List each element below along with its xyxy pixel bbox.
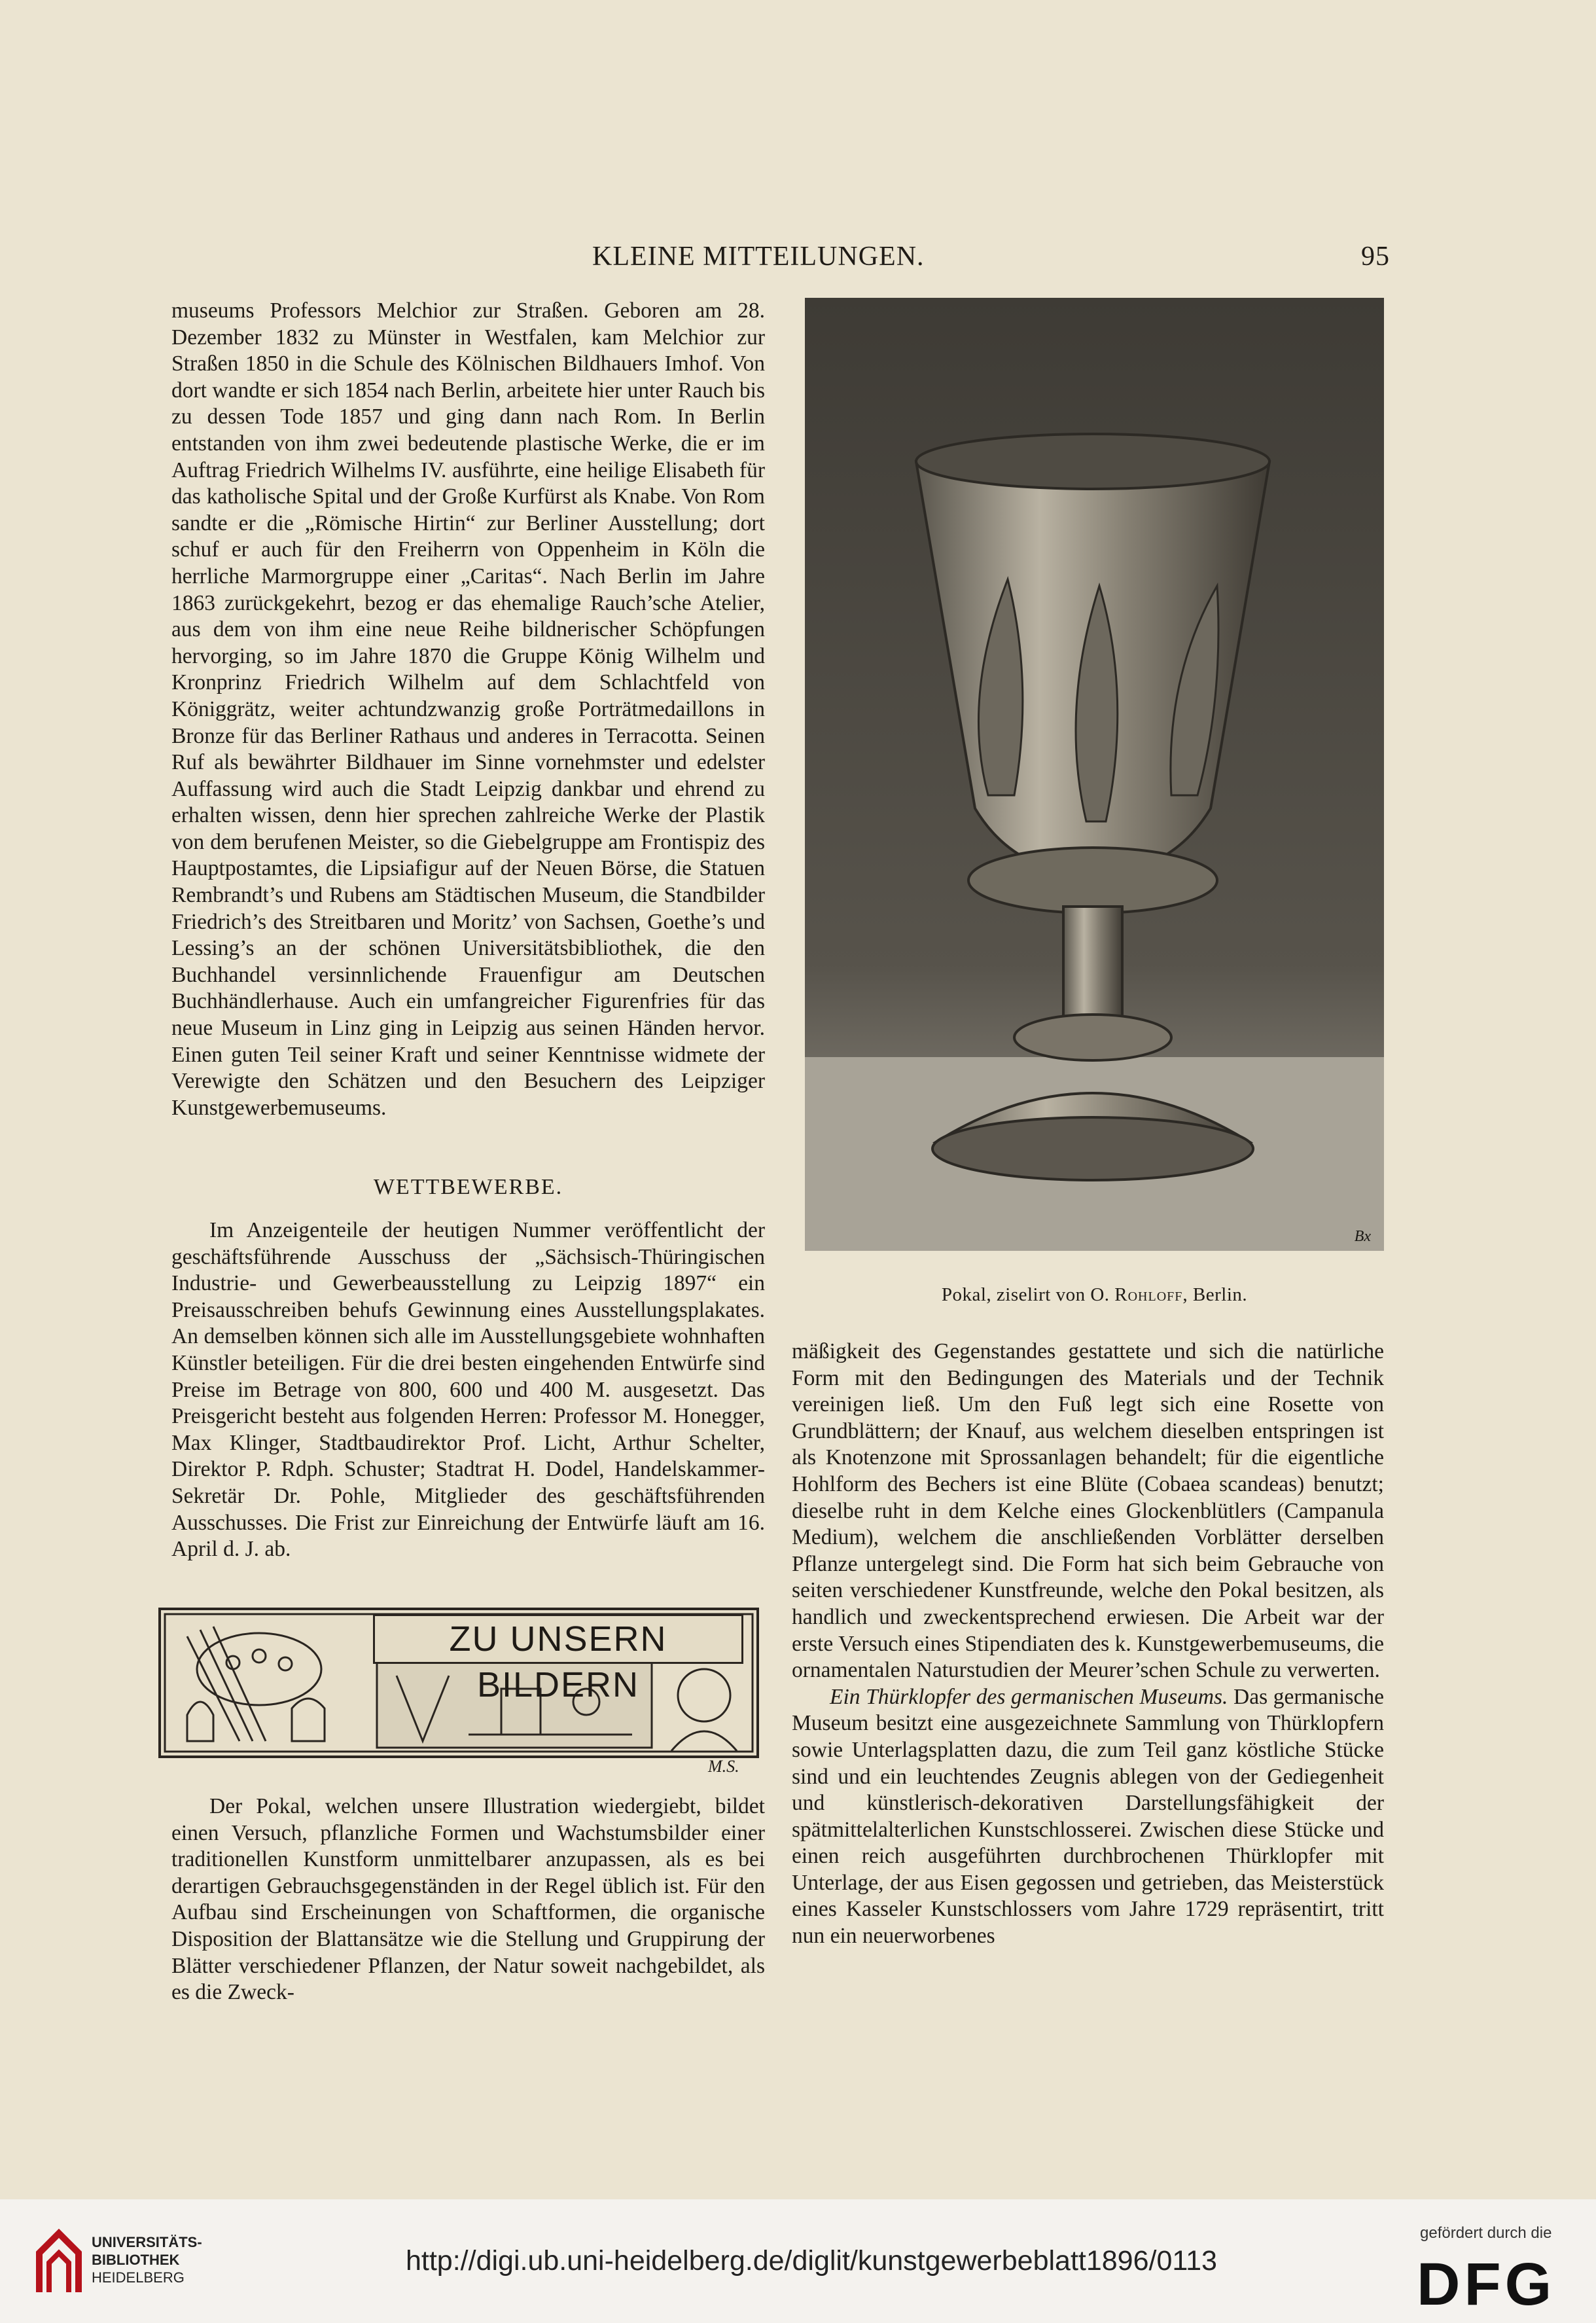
university-library-logo-icon — [33, 2227, 85, 2299]
library-name — [92, 2233, 202, 2286]
right-column-text — [792, 1339, 1384, 1950]
funded-by-label: gefördert durch die — [1420, 2224, 1552, 2242]
palette-and-brushes — [187, 1627, 325, 1741]
competition-text — [171, 1217, 765, 1563]
portrait-figure — [671, 1669, 737, 1751]
caption-suffix: , Berlin. — [1182, 1284, 1248, 1305]
photo-signature: Bx — [1354, 1228, 1371, 1245]
running-head — [0, 241, 1596, 280]
left-column-top-text — [171, 298, 765, 1121]
goblet-paragraph: Der Pokal, welchen unsere Illustration wiedergiebt, bildet einen Versuch, pflanzliche Formen und Wachstumsbilder einer traditionellen Kunstform unmittelbarer anzupassen, als es bei derartigen Gebrauchsgegenständen in der Regel üblich ist. Für den Aufbau sind Erscheinungen von Schaftformen, die organische Disposition der Blattansätze wie die Stellung und Gruppirung der Blätter verschiedener Pflanzen, der Natur soweit nachgebildet, als es die Zweck- — [171, 1794, 765, 2005]
goblet-photograph — [805, 298, 1384, 1251]
goblet-continuation-paragraph: mäßigkeit des Gegenstandes gestattete und sich die natürliche Form mit den Bedingungen des Materials und der Technik vereinigen ließ. Um den Fuß legt sich eine Rosette von Grundblättern; der Knauf, aus welchem dieselben entspringen ist als Knotenzone mit Sprossanlagen behandelt; für die eigentliche Hohlform des Bechers ist eine Blüte (Cobaea scandeas) benutzt; dieselbe ruht in dem Kelche eines Glockenblütlers (Campanula Medium), welchem die anschließenden Vorblätter derselben Pflanze untergelegt sind. Die Form hat sich beim Gebrauche von seiten verschiedener Kunstfreunde, welche den Pokal besitzen, als handlich und zweckentsprechend erwiesen. Die Arbeit war der erste Versuch eines Stipendiaten des k. Kunstgewerbemuseums, die ornamentalen Naturstudien der Meurer’schen Schule zu verwerten. — [792, 1339, 1384, 1683]
page-number: 95 — [1361, 242, 1390, 272]
running-head-title: KLEINE MITTEILUNGEN. — [592, 242, 925, 272]
figure-caption — [805, 1284, 1384, 1306]
obituary-paragraph: museums Professors Melchior zur Straßen. Geboren am 28. Dezember 1832 zu Münster in Westfalen, kam Melchior zur Straßen 1850 in die Schule des Kölnischen Bildhauers Imhof. Von dort wandte er sich 1854 nach Berlin, arbeitete hier unter Rauch bis zu dessen Tode 1857 und ging dann nach Rom. In Berlin entstanden von ihm zwei bedeutende plastische Werke, die er im Auftrag Friedrich Wilhelms IV. ausführte, eine heilige Elisabeth für das katholische Spital und der Große Kurfürst als Knabe. Von Rom sandte er die „Römische Hirtin“ zur Berliner Ausstellung; dort schuf er auch für den Freiherrn von Oppenheim in Köln die herrliche Marmorgruppe einer „Caritas“. Nach Berlin im Jahre 1863 zurückgekehrt, bezog er das ehemalige Rauch’sche Atelier, aus dem von ihm eine neue Reihe bildnerischer Schöpfungen hervorging, so im Jahre 1870 die Gruppe König Wilhelm und Kronprinz Friedrich Wilhelm auf dem Schlachtfeld von Königgrätz, weiter achtundzwanzig große Porträtmedaillons in Bronze für das Berliner Rathaus und anderes in Terracotta. Seinen Ruf als bewährter Bildhauer im Sinne vornehmster und edelster Auffassung wird auch die Stadt Leipzig dankbar und ehrend zu erhalten wissen, denn hier sprechen zahlreiche Werke der Plastik von dem berufenen Meister, so die Giebelgruppe am Frontispiz des Hauptpostamtes, die Lipsiafigur auf der Neuen Börse, die Statuen Rembrandt’s und Rubens am Städtischen Museum, die Standbilder Friedrich’s des Streitbaren und Moritz’ von Sachsen, Goethe’s und Lessing’s an der schönen Universitätsbibliothek, die den Buchhandel versinnlichende Frauenfigur am Deutschen Buchhändlerhause. Auch ein umfangreicher Figurenfries für das neue Museum in Linz ging in Leipzig aus seinen Händen hervor. Einen guten Teil seiner Kraft und seiner Kenntnisse widmete der Verewigte den Schätzen und den Besuchern des Leipziger Kunstgewerbemuseums. — [171, 298, 765, 1120]
competition-paragraph: Im Anzeigenteile der heutigen Nummer veröffentlicht der geschäftsführende Ausschuss der „Sächsisch-Thüringischen Industrie- und Gewerbeausstellung zu Leipzig 1897“ ein Preisausschreiben behufs Gewinnung eines Ausstellungsplakates. An demselben können sich alle im Ausstellungsgebiete wohnhaften Künstler beteiligen. Für die drei besten eingehenden Entwürfe sind Preise im Betrage von 800, 600 und 400 M. ausgesetzt. Das Preisgericht besteht aus folgenden Herren: Professor M. Honegger, Max Klinger, Stadtbaudirektor Prof. Licht, Arthur Schelter, Direktor P. Rdph. Schuster; Stadtrat H. Dodel, Handelskammer-Sekretär Dr. Pohle, Mitglieder des geschäftsführenden Ausschusses. Die Frist zur Einreichung der Entwürfe läuft am 16. April d. J. ab. — [171, 1218, 765, 1562]
library-name-line-2: BIBLIOTHEK — [92, 2252, 180, 2268]
vignette-monogram: M.S. — [708, 1757, 739, 1776]
competition-heading: WETTBEWERBE. — [373, 1175, 563, 1199]
digitization-footer — [0, 2199, 1596, 2323]
left-column-bottom-text — [171, 1793, 765, 2006]
dfg-logo: DFG — [1417, 2251, 1556, 2318]
caption-name: Rohloff — [1114, 1284, 1183, 1305]
library-name-line-1: UNIVERSITÄTS- — [92, 2234, 202, 2250]
door-knocker-title: Ein Thürklopfer des germanischen Museums. — [830, 1684, 1228, 1709]
vignette-sign: ZU UNSERN BILDERN — [373, 1614, 743, 1664]
goblet-image — [805, 298, 1384, 1251]
digital-copy-link[interactable]: http://digi.ub.uni-heidelberg.de/diglit/kunstgewerbeblatt1896/0113 — [406, 2245, 1217, 2277]
door-knocker-paragraph — [792, 1684, 1384, 1950]
caption-prefix: Pokal, ziselirt von O. — [941, 1284, 1115, 1305]
door-knocker-text: Das germanische Museum besitzt eine ausgezeichnete Sammlung von Thürklopfern sowie Unterlagsplatten dazu, die zum Teil ganz köstliche Stücke sind und ein leuchtendes Zeugnis ablegen von der Gediegenheit und künstlerisch-dekorativen Darstellungsfähigkeit der spätmittelalterlichen Kunstschlosserei. Zwischen diese Stücke und einen reich ausgeführten durchbrochenen Thürklopfer mit Unterlage, der aus Eisen gegossen und getrieben, das Meisterstück eines Kasseler Kunstschlossers vom Jahre 1729 repräsentirt, tritt nun ein neuerworbenes — [792, 1684, 1384, 1949]
library-name-line-3: HEIDELBERG — [92, 2269, 185, 2286]
